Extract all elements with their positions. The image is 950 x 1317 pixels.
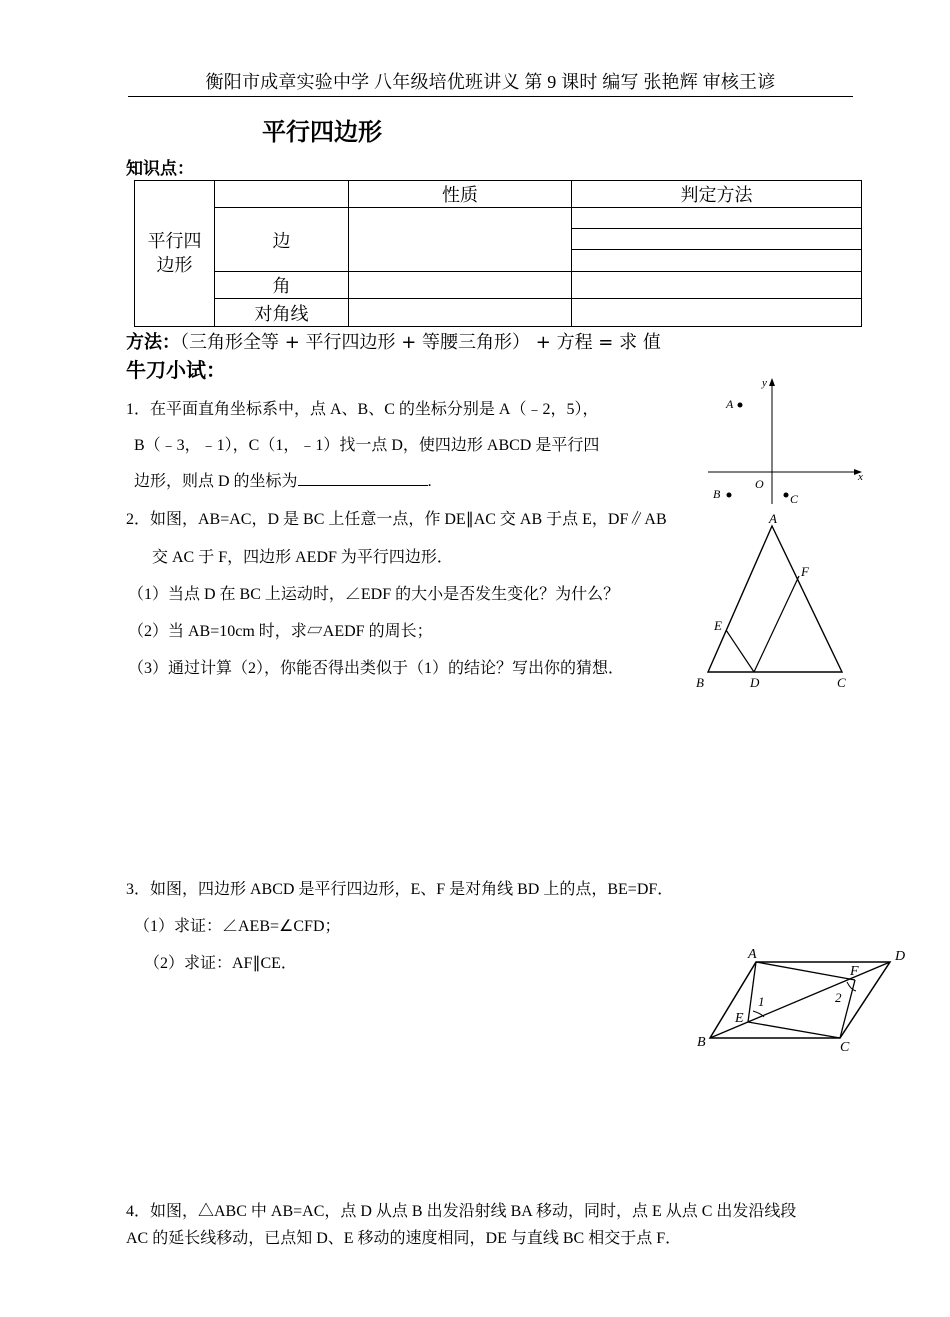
- q3-line1: 3．如图，四边形 ABCD 是平行四边形，E、F 是对角线 BD 上的点，BE=DF．: [126, 881, 674, 898]
- point-c: [784, 493, 789, 498]
- header-property: 性质: [349, 181, 572, 208]
- triangle-figure: [690, 508, 860, 693]
- fig3-label-b: B: [697, 1035, 706, 1050]
- q4-line1: 4．如图，△ABC 中 AB=AC，点 D 从点 B 出发沿射线 BA 移动，同时，点 E 从点 C 出发沿线段: [126, 1203, 797, 1220]
- row-angle: 角: [215, 272, 349, 299]
- triangle-abc: [708, 526, 842, 672]
- fig3-label-c: C: [840, 1040, 850, 1055]
- y-axis-arrow: [769, 378, 775, 386]
- fig2-label-b: B: [696, 675, 704, 690]
- point-b: [727, 493, 732, 498]
- fig2-label-a: A: [769, 511, 777, 526]
- angle-criteria-cell: [572, 272, 862, 299]
- q3-part2: （2）求证：AF∥CE．: [144, 955, 297, 972]
- segment-af: [756, 962, 855, 980]
- fig3-angle-2: 2: [835, 990, 842, 1005]
- segment-ae: [748, 962, 756, 1022]
- diagonal-bd: [710, 962, 890, 1038]
- row-diagonal: 对角线: [215, 299, 349, 327]
- fig2-label-f: F: [801, 564, 809, 579]
- header-criteria: 判定方法: [572, 181, 862, 208]
- y-axis-label: y: [762, 377, 767, 389]
- segment-de: [726, 630, 754, 672]
- origin-label: O: [755, 477, 764, 491]
- diagonal-criteria-cell: [572, 299, 862, 327]
- fig2-label-c: C: [837, 675, 846, 690]
- coordinate-figure: [700, 372, 875, 512]
- q1-line3-text: 边形，则点 D 的坐标为: [134, 473, 298, 490]
- q3-part1: （1）求证：∠AEB=∠CFD；: [134, 918, 341, 935]
- point-a: [738, 403, 743, 408]
- fig3-label-a: A: [748, 947, 757, 962]
- q2-part3: （3）通过计算（2），你能否得出类似于（1）的结论？写出你的猜想．: [128, 660, 625, 677]
- point-c-label: C: [790, 492, 799, 506]
- point-b-label: B: [713, 487, 721, 501]
- row-label-cell: [135, 181, 215, 327]
- row-label: 平行四边形: [147, 230, 202, 276]
- property-table: [134, 180, 862, 327]
- angle-property-cell: [349, 272, 572, 299]
- row-side: 边: [215, 208, 349, 272]
- x-axis-label: x: [858, 471, 863, 483]
- knowledge-label: 知识点：: [126, 159, 194, 179]
- q1-line3-end: .: [427, 473, 432, 490]
- q2-part1: （1）当点 D 在 BC 上运动时，∠EDF 的大小是否发生变化？为什么？: [128, 586, 620, 603]
- segment-fc: [840, 980, 855, 1038]
- q1-line2: B（﹣3，﹣1），C（1，﹣1）找一点 D，使四边形 ABCD 是平行四: [134, 437, 600, 454]
- side-criteria-cell: [572, 208, 862, 272]
- fig2-label-d: D: [750, 675, 760, 690]
- parallelogram-figure: [690, 938, 915, 1058]
- fig3-label-e: E: [735, 1011, 744, 1026]
- q1-line3: [134, 468, 432, 491]
- blank-header-cell: [215, 181, 349, 208]
- q2-line1: 2．如图，AB=AC，D 是 BC 上任意一点，作 DE∥AC 交 AB 于点 E，DF∥AB: [126, 511, 667, 528]
- q1-line1: 1．在平面直角坐标系中，点 A、B、C 的坐标分别是 A（﹣2，5），: [126, 401, 599, 418]
- fig3-label-f: F: [850, 964, 859, 979]
- fig2-label-e: E: [714, 618, 722, 633]
- segment-ec: [748, 1022, 840, 1038]
- method-line: [126, 328, 661, 354]
- segment-df: [754, 576, 799, 672]
- point-a-label: A: [726, 397, 734, 411]
- q2-line2: 交 AC 于 F，四边形 AEDF 为平行四边形．: [152, 549, 453, 566]
- fig3-angle-1: 1: [758, 994, 765, 1009]
- answer-blank: [298, 471, 428, 486]
- page-title: 平行四边形: [262, 118, 382, 146]
- page-header: 衡阳市成章实验中学 八年级培优班讲义 第 9 课时 编写 张艳辉 审核王谚: [128, 68, 853, 97]
- method-text: （三角形全等 + 平行四边形 + 等腰三角形） + 方程 = 求 值: [180, 332, 661, 353]
- side-property-cell: [349, 208, 572, 272]
- fig3-label-d: D: [895, 949, 906, 964]
- method-label: 方法：: [126, 332, 180, 353]
- trial-label: 牛刀小试：: [126, 358, 226, 382]
- diagonal-property-cell: [349, 299, 572, 327]
- q4-line2: AC 的延长线移动，已点知 D、E 移动的速度相同，DE 与直线 BC 相交于点 F．: [126, 1230, 682, 1247]
- q2-part2: （2）当 AB=10cm 时，求▱AEDF 的周长；: [128, 623, 433, 640]
